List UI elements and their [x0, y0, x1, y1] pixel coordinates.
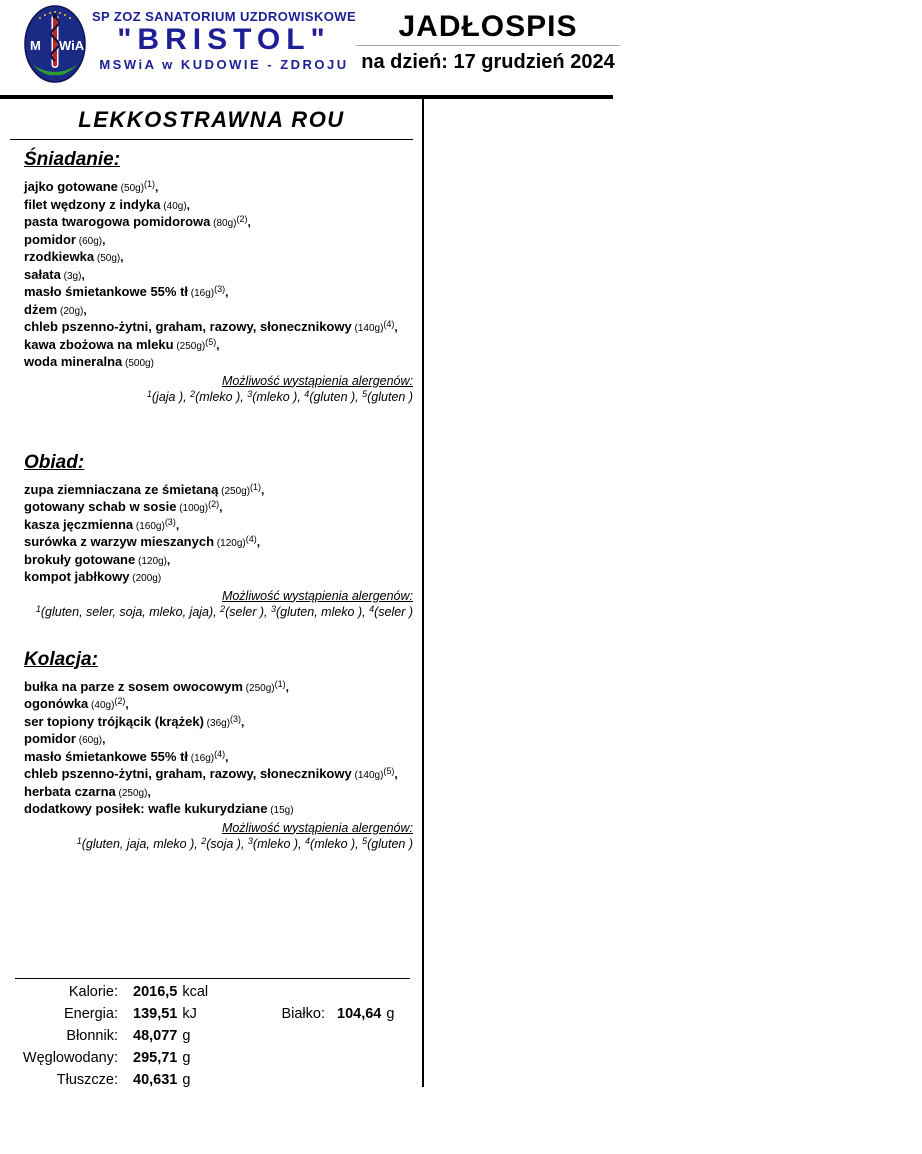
- menu-item-name: jajko gotowane: [24, 179, 118, 194]
- menu-item-separator: ,: [125, 697, 129, 711]
- menu-item-allergen-ref: (5): [205, 336, 217, 347]
- menu-item-amount: (16g): [188, 288, 215, 299]
- menu-item-name: dodatkowy posiłek: wafle kukurydziane: [24, 801, 268, 816]
- menu-item-name: brokuły gotowane: [24, 551, 136, 567]
- nutrition-row: [0, 1072, 420, 1089]
- allergen-ref: 2: [220, 603, 226, 614]
- menu-item-name: dżem: [24, 301, 58, 317]
- menu-item: [24, 354, 413, 372]
- menu-item-name: chleb pszenno-żytni, graham, razowy, słonecznikowy: [24, 319, 352, 334]
- organization-block: [86, 9, 362, 72]
- menu-item-name: herbata czarna: [24, 783, 116, 799]
- nutrition-row: [0, 1028, 420, 1045]
- menu-column: [10, 100, 413, 852]
- aesculapius-staff-icon: [52, 13, 59, 68]
- nutrition-unit: kJ: [182, 1006, 197, 1022]
- nutrition-label: Kalorie:: [68, 984, 118, 1000]
- nutrition-label: Węglowodany:: [22, 1050, 118, 1066]
- nutrition-unit: g: [182, 1072, 191, 1088]
- menu-item-amount: (40g): [88, 700, 115, 711]
- menu-item-amount: (120g): [214, 538, 246, 549]
- header-rule: [0, 95, 613, 99]
- menu-item: [24, 179, 413, 197]
- allergen-note-title: Możliwość wystąpienia alergenów:: [221, 820, 413, 835]
- menu-item-separator: ,: [394, 320, 398, 334]
- menu-item: [24, 801, 413, 819]
- diet-title: LEKKOSTRAWNA ROU: [10, 100, 413, 140]
- menu-item-separator: ,: [285, 679, 289, 694]
- menu-item: [24, 267, 413, 285]
- menu-item-amount: (60g): [76, 235, 103, 247]
- meal-heading: Kolacja:: [24, 648, 98, 670]
- document-title-block: [356, 12, 620, 74]
- menu-item-separator: ,: [155, 180, 159, 194]
- menu-item-allergen-ref: (5): [383, 766, 395, 776]
- allergen-ref: 1: [76, 835, 82, 846]
- nutrition-value: 295,71: [133, 1050, 178, 1066]
- nutrition-label: Białko:: [281, 1006, 325, 1022]
- menu-item-name: rzodkiewka: [24, 249, 95, 264]
- logo-text-right: WiA: [59, 38, 85, 53]
- menu-item-name: sałata: [24, 266, 61, 282]
- menu-item: [24, 569, 413, 587]
- mswia-logo: [24, 5, 86, 83]
- menu-item-name: kawa zbożowa na mleku: [24, 336, 174, 352]
- menu-item-amount: (36g): [203, 717, 231, 729]
- menu-item-allergen-ref: (2): [208, 499, 220, 509]
- menu-item-name: kompot jabłkowy: [24, 569, 130, 584]
- column-divider: [422, 99, 424, 1087]
- nutrition-value: 40,631: [133, 1072, 178, 1088]
- menu-item-name: chleb pszenno-żytni, graham, razowy, słonecznikowy: [24, 766, 352, 781]
- menu-item: [24, 749, 413, 767]
- menu-item-allergen-ref: (4): [214, 748, 226, 759]
- menu-item-amount: (15g): [267, 805, 294, 816]
- menu-item-amount: (60g): [76, 735, 103, 746]
- menu-item-amount: (250g): [218, 485, 251, 497]
- nutrition-value: 2016,5: [133, 984, 178, 1000]
- menu-item-allergen-ref: (1): [144, 179, 156, 189]
- logo-text-left: M: [30, 38, 41, 53]
- allergen-ref: 4: [369, 603, 375, 614]
- document-date: na dzień: 17 grudzień 2024: [361, 51, 615, 73]
- nutrition-summary: [0, 984, 420, 1094]
- allergen-list: $^1$(gluten, jaja, mleko ), $^2$(soja ), $^3$(mleko ), $^4$(mleko ), $^5$(gluten ): [76, 835, 413, 851]
- allergen-ref: 2: [201, 835, 207, 846]
- allergen-list: $^1$(jaja ), $^2$(mleko ), $^3$(mleko ), $^4$(gluten ), $^5$(gluten ): [146, 388, 413, 404]
- menu-item-name: filet wędzony z indyka: [24, 196, 161, 212]
- allergen-ref: 4: [305, 835, 311, 846]
- menu-item-name: kasza jęczmienna: [24, 516, 134, 532]
- nutrition-extra: [262, 1006, 394, 1023]
- allergen-ref: 5: [362, 388, 368, 399]
- allergen-ref: 3: [247, 388, 253, 399]
- menu-item-separator: ,: [216, 337, 220, 352]
- nutrition-value: 48,077: [133, 1028, 178, 1044]
- menu-item-amount: (3g): [60, 270, 82, 282]
- menu-item-amount: (80g): [210, 218, 237, 229]
- menu-item-separator: ,: [256, 535, 261, 549]
- menu-item-amount: (100g): [176, 503, 209, 514]
- menu-item: [24, 482, 413, 500]
- menu-item-allergen-ref: (1): [250, 481, 262, 492]
- menu-item-name: masło śmietankowe 55% tł: [24, 284, 189, 299]
- menu-item-separator: ,: [166, 552, 171, 567]
- menu-item-name: pasta twarogowa pomidorowa: [24, 214, 211, 229]
- menu-item-amount: (50g): [94, 253, 121, 264]
- menu-item: [24, 284, 413, 302]
- menu-item: [24, 214, 413, 232]
- allergen-ref: 3: [247, 835, 253, 846]
- menu-item-name: surówka z warzyw mieszanych: [24, 534, 215, 549]
- meal-section-obiad: [10, 451, 413, 620]
- menu-item-separator: ,: [81, 267, 85, 282]
- menu-item: [24, 337, 413, 355]
- menu-item: [24, 197, 413, 215]
- menu-item-separator: ,: [147, 784, 151, 799]
- menu-item-amount: (250g): [173, 340, 206, 352]
- menu-item-list: [24, 679, 413, 819]
- menu-item-amount: (40g): [160, 200, 187, 212]
- menu-item-allergen-ref: (4): [245, 534, 257, 544]
- menu-item: [24, 714, 413, 732]
- allergen-ref: 1: [146, 388, 152, 399]
- menu-item: [24, 766, 413, 784]
- document-title: JADŁOSPIS: [398, 10, 578, 43]
- menu-item-list: [24, 179, 413, 372]
- menu-item-name: masło śmietankowe 55% tł: [24, 748, 189, 764]
- allergen-note-title: Możliwość wystąpienia alergenów:: [221, 588, 413, 603]
- menu-item-amount: (500g): [122, 358, 154, 369]
- menu-item-separator: ,: [394, 767, 398, 781]
- menu-item-separator: ,: [219, 500, 223, 514]
- nutrition-row: [0, 1050, 420, 1067]
- title-separator: [356, 45, 620, 46]
- allergen-ref: 4: [304, 388, 310, 399]
- menu-item-name: pomidor: [24, 231, 76, 247]
- menu-item-separator: ,: [102, 232, 106, 247]
- meal-section-kolacja: [10, 648, 413, 852]
- meal-section-sniadanie: [10, 148, 413, 405]
- allergen-ref: 2: [190, 388, 196, 399]
- nutrition-value: 104,64: [337, 1006, 382, 1022]
- menu-item-name: woda mineralna: [24, 354, 123, 369]
- menu-item-allergen-ref: (4): [383, 319, 395, 329]
- menu-item-amount: (160g): [133, 520, 165, 532]
- nutrition-row: [0, 984, 420, 1001]
- menu-item-separator: ,: [120, 250, 124, 264]
- menu-item-amount: (50g): [117, 183, 145, 194]
- allergen-ref: 1: [35, 603, 41, 614]
- menu-item: [24, 249, 413, 267]
- menu-item-allergen-ref: (2): [114, 696, 126, 706]
- menu-item-allergen-ref: (3): [230, 713, 242, 724]
- menu-item: [24, 517, 413, 535]
- page-header: [0, 0, 922, 95]
- menu-item-separator: ,: [83, 302, 87, 317]
- allergen-list: $^1$(gluten, seler, soja, mleko, jaja), $^2$(seler ), $^3$(gluten, mleko ), $^4$(seler ): [35, 603, 413, 619]
- menu-item-amount: (250g): [115, 787, 148, 799]
- menu-item-amount: (120g): [135, 555, 167, 567]
- menu-item-name: bułka na parze z sosem owocowym: [24, 678, 243, 694]
- menu-item: [24, 731, 413, 749]
- meal-heading: Obiad:: [24, 451, 85, 473]
- menu-item-amount: (140g): [351, 323, 384, 334]
- menu-item-separator: ,: [175, 517, 180, 532]
- menu-item: [24, 534, 413, 552]
- menu-item: [24, 302, 413, 320]
- menu-item-separator: ,: [247, 215, 251, 229]
- menu-item: [24, 499, 413, 517]
- menu-item: [24, 784, 413, 802]
- nutrition-label: Tłuszcze:: [56, 1072, 118, 1088]
- menu-item-amount: (140g): [351, 770, 384, 781]
- menu-item-amount: (250g): [242, 682, 275, 694]
- nutrition-unit: g: [182, 1050, 191, 1066]
- organization-name: "BRISTOL": [117, 23, 331, 56]
- menu-item: [24, 319, 413, 337]
- nutrition-label: Energia:: [63, 1006, 118, 1022]
- organization-line1: SP ZOZ SANATORIUM UZDROWISKOWE: [91, 9, 357, 24]
- menu-item: [24, 232, 413, 250]
- nutrition-unit: kcal: [182, 984, 209, 1000]
- menu-item: [24, 679, 413, 697]
- menu-item-name: gotowany schab w sosie: [24, 499, 177, 514]
- allergen-note-title: Możliwość wystąpienia alergenów:: [221, 373, 413, 388]
- menu-item-separator: ,: [261, 482, 265, 497]
- menu-item-separator: ,: [241, 714, 245, 729]
- nutrition-unit: g: [182, 1028, 191, 1044]
- menu-item-name: ser topiony trójkącik (krążek): [24, 713, 204, 729]
- menu-item-separator: ,: [186, 197, 190, 212]
- menu-item-allergen-ref: (2): [236, 214, 248, 224]
- menu-item-allergen-ref: (3): [164, 516, 176, 527]
- menu-item-allergen-ref: (1): [274, 678, 286, 689]
- menu-item-amount: (200g): [129, 573, 162, 584]
- menu-item-separator: ,: [225, 749, 229, 764]
- menu-item-allergen-ref: (3): [214, 284, 226, 294]
- nutrition-label: Błonnik:: [66, 1028, 118, 1044]
- allergen-ref: 5: [362, 835, 368, 846]
- menu-item-name: zupa ziemniaczana ze śmietaną: [24, 481, 219, 497]
- menu-item-amount: (16g): [188, 752, 215, 764]
- menu-item-name: ogonówka: [24, 696, 89, 711]
- nutrition-unit: g: [386, 1006, 395, 1022]
- menu-item-separator: ,: [225, 285, 229, 299]
- menu-item: [24, 696, 413, 714]
- menu-item: [24, 552, 413, 570]
- organization-line3: MSWiA w KUDOWIE - ZDROJU: [99, 57, 349, 72]
- nutrition-rule: [15, 978, 410, 979]
- menu-item-name: pomidor: [24, 731, 76, 746]
- nutrition-row: [0, 1006, 420, 1023]
- meal-heading: Śniadanie:: [24, 149, 121, 170]
- menu-item-separator: ,: [102, 732, 106, 746]
- menu-item-amount: (20g): [57, 305, 84, 317]
- nutrition-value: 139,51: [133, 1006, 178, 1022]
- menu-item-list: [24, 482, 413, 587]
- allergen-ref: 3: [270, 603, 276, 614]
